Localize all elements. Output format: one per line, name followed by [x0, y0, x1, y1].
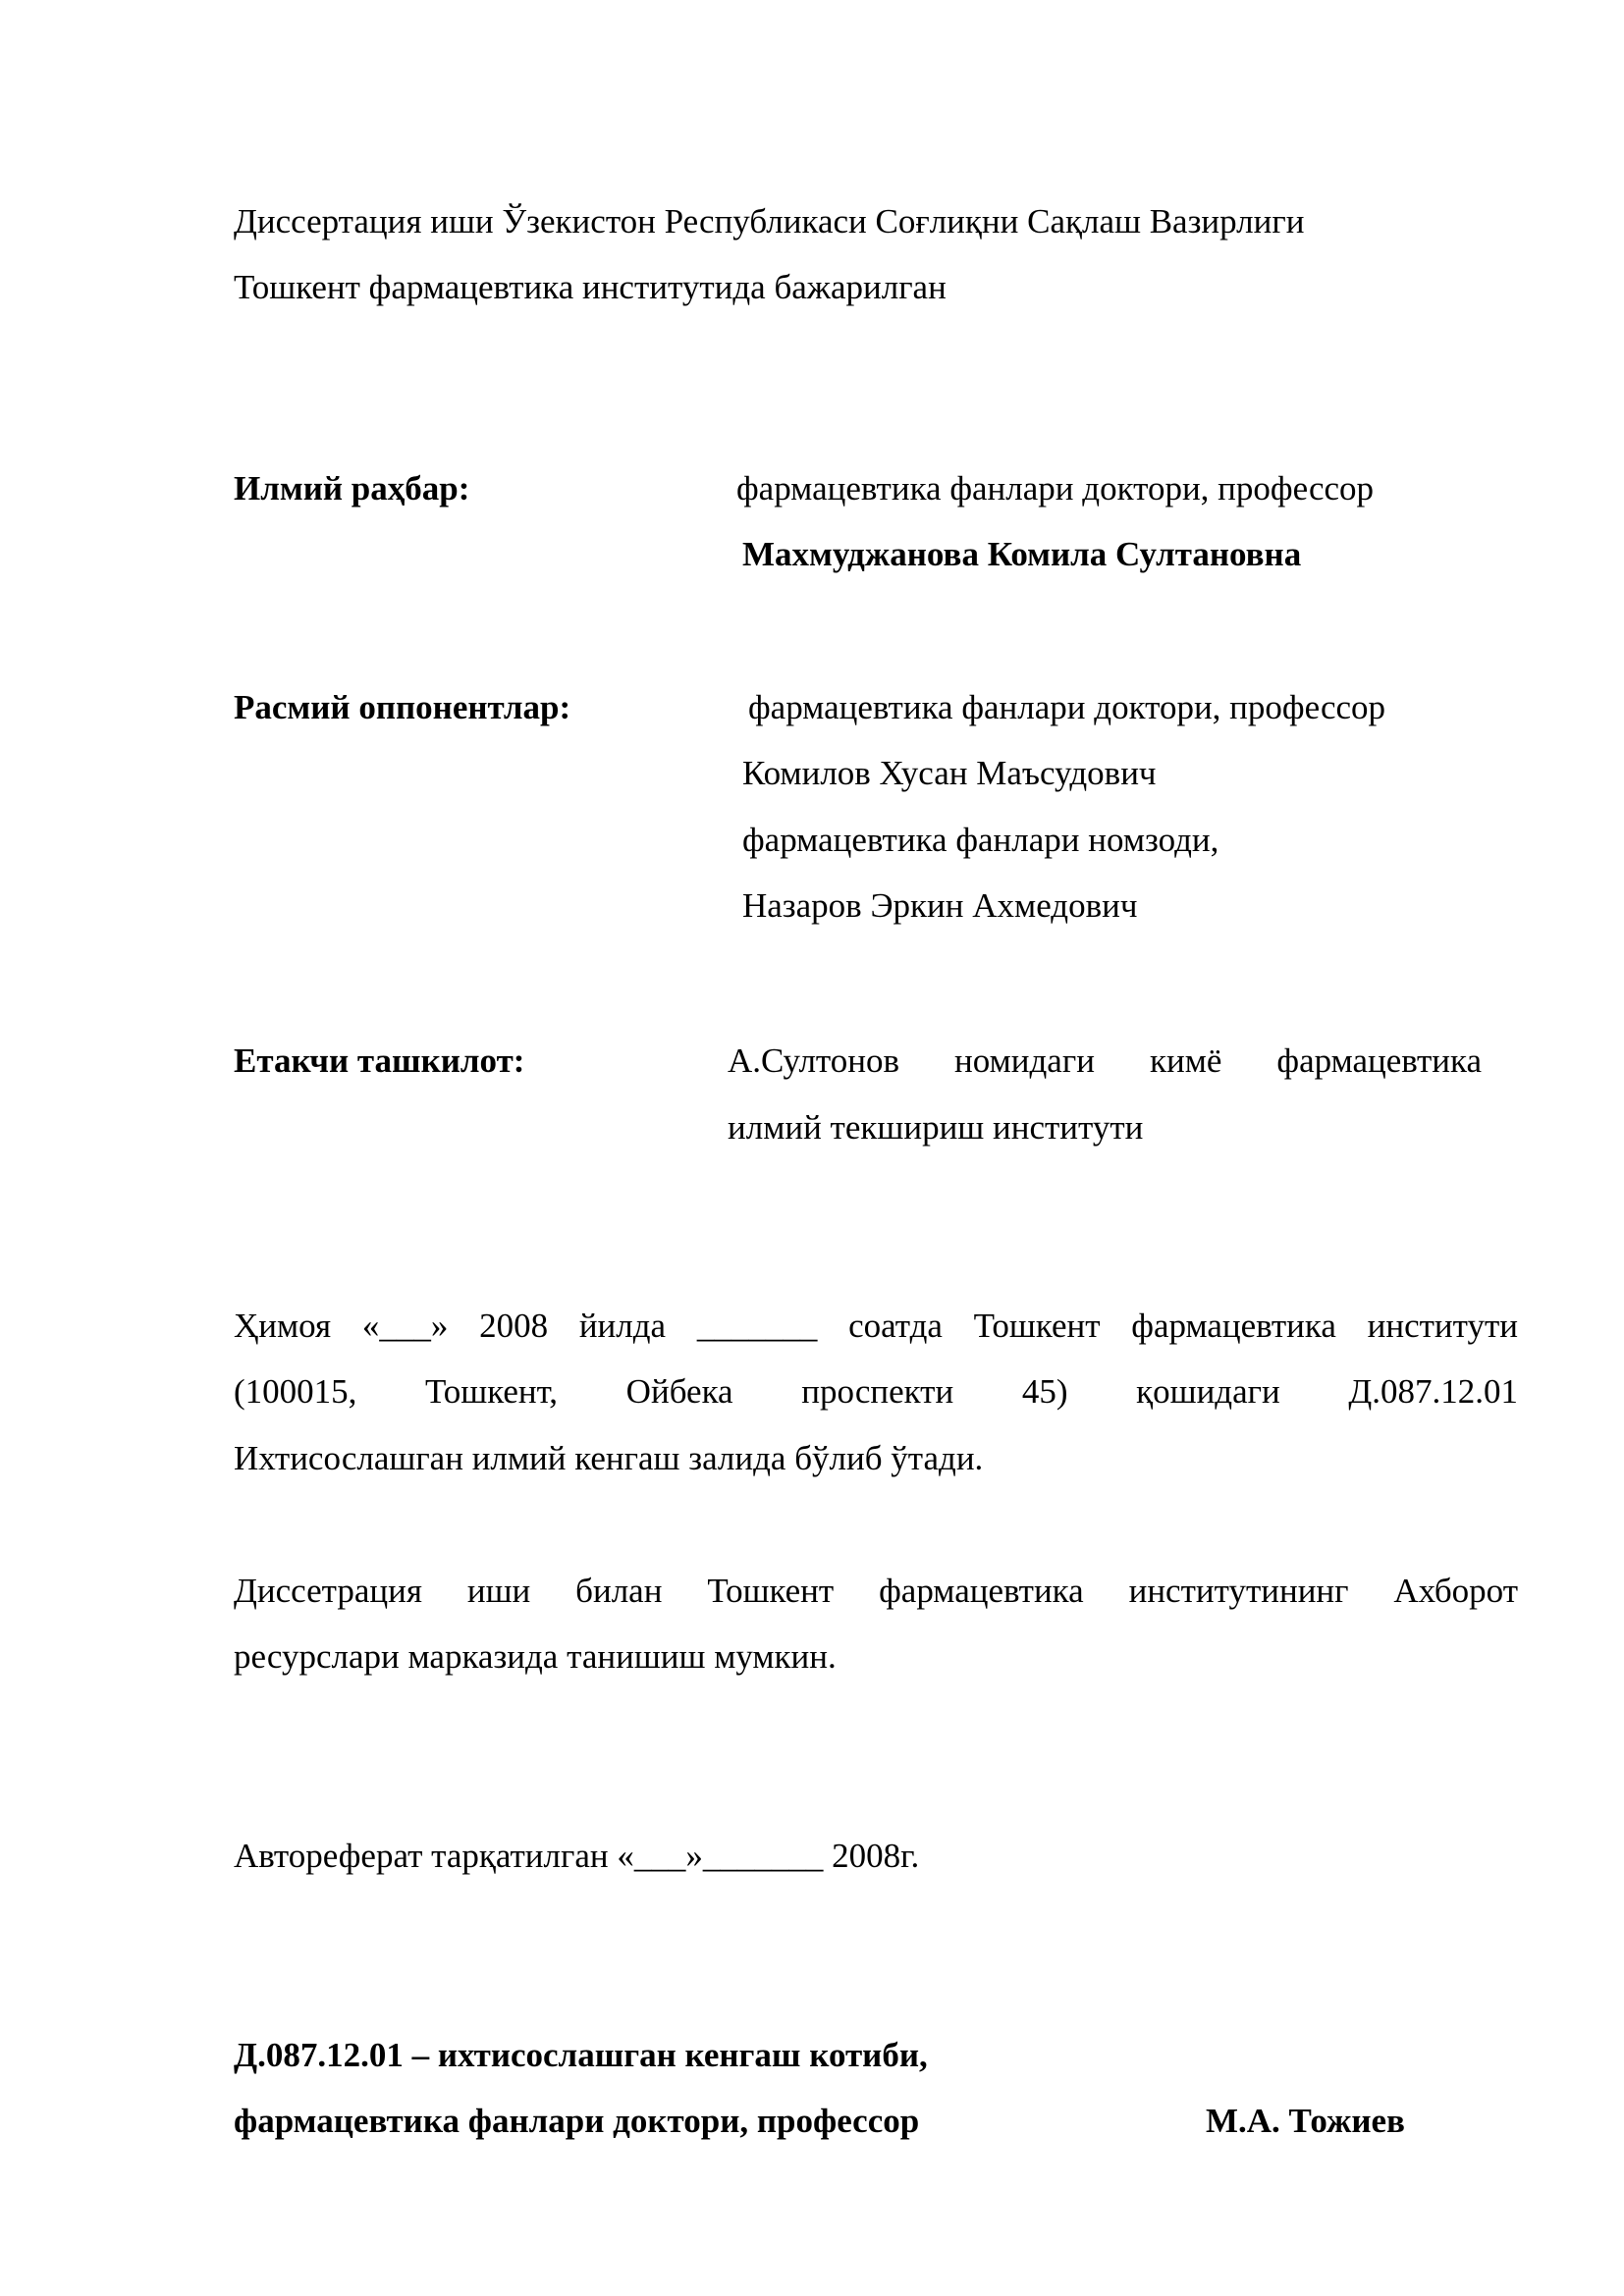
- supervisor-name: Махмуджанова Комила Султановна: [742, 535, 1302, 573]
- defense-line-2: (100015, Тошкент, Ойбека проспекти 45) қошидаги Д.087.12.01: [234, 1372, 1518, 1411]
- leading-org-line-1: А.Султонов номидаги кимё фармацевтика: [728, 1041, 1482, 1080]
- opponent-1-name: Комилов Хусан Маъсудович: [742, 754, 1157, 792]
- secretary-name: М.А. Тожиев: [1206, 2102, 1405, 2140]
- distribution-line: Автореферат тарқатилган «___»_______ 2008г.: [234, 1837, 920, 1875]
- defense-line-3: Ихтисослашган илмий кенгаш залида бўлиб ўтади.: [234, 1439, 984, 1477]
- opponents-label: Расмий оппонентлар:: [234, 688, 571, 726]
- supervisor-title: фармацевтика фанлари доктори, профессор: [736, 469, 1375, 507]
- secretary-line-2: фармацевтика фанлари доктори, профессор: [234, 2102, 920, 2140]
- secretary-line-1: Д.087.12.01 – ихтисослашган кенгаш котиби,: [234, 2036, 928, 2074]
- library-line-2: ресурслари марказида танишиш мумкин.: [234, 1637, 837, 1676]
- defense-line-1: Ҳимоя «___» 2008 йилда _______ соатда Тошкент фармацевтика институти: [234, 1307, 1518, 1345]
- leading-org-line-2: илмий текшириш институти: [728, 1108, 1144, 1147]
- library-line-1: Диссетрация иши билан Тошкент фармацевтика институтининг Ахборот: [234, 1572, 1518, 1610]
- leading-org-label: Етакчи ташкилот:: [234, 1041, 525, 1080]
- header-line-2: Тошкент фармацевтика институтида бажарилган: [234, 268, 947, 306]
- opponent-2-name: Назаров Эркин Ахмедович: [742, 886, 1138, 925]
- header-line-1: Диссертация иши Ўзекистон Республикаси Соғлиқни Сақлаш Вазирлиги: [234, 202, 1305, 240]
- opponent-1-title: фармацевтика фанлари доктори, профессор: [748, 688, 1386, 726]
- supervisor-label: Илмий раҳбар:: [234, 469, 470, 507]
- opponent-2-title: фармацевтика фанлари номзоди,: [742, 821, 1219, 859]
